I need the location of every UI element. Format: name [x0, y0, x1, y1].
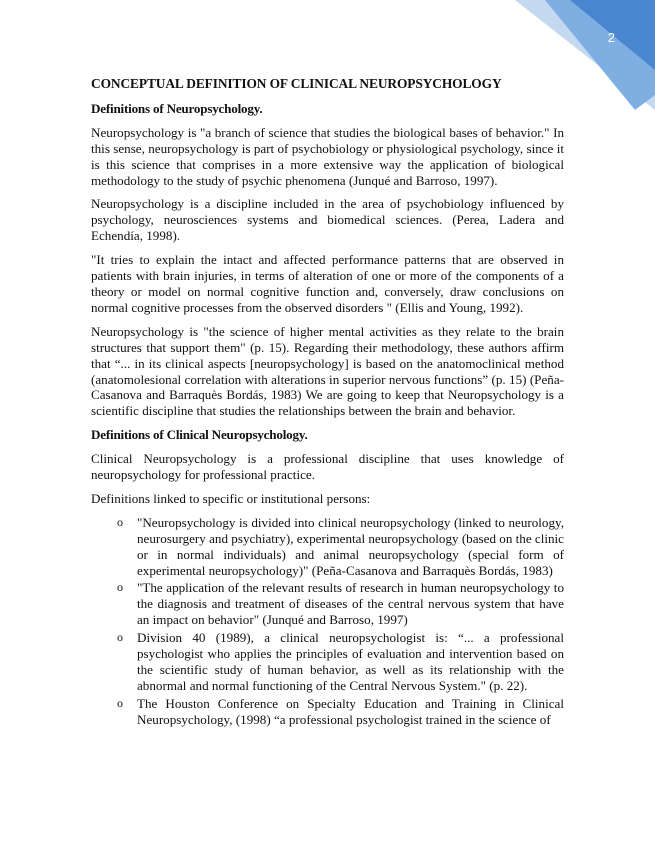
section-heading-neuropsychology: Definitions of Neuropsychology.	[91, 100, 263, 116]
paragraph: Neuropsychology is a discipline included in the area of psychobiology influenced by psychology, neurosciences systems and biomedical sciences. (Perea, Ladera and Echendía, 1998).	[91, 196, 564, 244]
list-item-text: The Houston Conference on Specialty Education and Training in Clinical Neuropsychology, (1998) “a professional psychologist trained in the science of	[137, 695, 564, 727]
list-item-text: Division 40 (1989), a clinical neuropsychologist is: “... a professional psychologist who applies the principles of evaluation and intervention based on the scientific study of human behavior, as well as its relationship with the abnormal and normal functioning of the Central Nervous System." (p. 22).	[137, 630, 564, 693]
paragraph: Neuropsychology is "the science of higher mental activities as they relate to the brain structures that support them" (p. 15). Regarding their methodology, these authors affirm that “... in its clinical aspects [neuropsychology] is based on the anatomoclinical method (anatomolesional correlation with alterations in superior nervous functions” (p. 15) (Peña-Casanova and Barraquès Bordás, 1983) We are going to keep that Neuropsychology is a scientific discipline that studies the relationships between the brain and behavior.	[91, 323, 564, 419]
bullet-icon: o	[117, 580, 123, 595]
section-heading-clinical-neuropsychology: Definitions of Clinical Neuropsychology.	[91, 427, 308, 443]
list-item-text: "The application of the relevant results of research in human neuropsychology to the diagnosis and treatment of diseases of the central nervous system that have an impact on behavior" (Junqué and Barroso, 1997)	[137, 580, 564, 628]
list-item	[117, 695, 564, 728]
paragraph: "It tries to explain the intact and affected performance patterns that are observed in patients with brain injuries, in terms of alteration of one or more of the components of a theory or model on normal cognitive function and, conversely, draw conclusions on normal cognitive processes from the observed disorders " (Ellis and Young, 1992).	[91, 252, 564, 315]
document-body	[91, 76, 564, 730]
page-number: 2	[607, 30, 615, 45]
list-item	[117, 514, 564, 579]
bullet-icon: o	[117, 630, 123, 645]
paragraph: Clinical Neuropsychology is a professional discipline that uses knowledge of neuropsychology for professional practice.	[91, 451, 564, 483]
list-item	[117, 630, 564, 694]
paragraph: Definitions linked to specific or institutional persons:	[91, 490, 371, 506]
list-item-text: "Neuropsychology is divided into clinical neuropsychology (linked to neurology, neurosurgery and psychiatry), experimental neuropsychology (based on the clinic or in normal individuals) and animal neuropsychology (special form of experimental neuropsychology)" (Peña-Casanova and Barraquès Bordás, 1983)	[137, 514, 564, 578]
list-item	[117, 580, 564, 628]
bullet-icon: o	[117, 514, 123, 529]
definitions-list	[91, 515, 564, 728]
bullet-icon: o	[117, 695, 123, 710]
page-title: CONCEPTUAL DEFINITION OF CLINICAL NEUROPSYCHOLOGY	[91, 76, 502, 91]
paragraph: Neuropsychology is "a branch of science that studies the biological bases of behavior." In this sense, neuropsychology is part of psychobiology or physiological psychology, since it is this science that comprises in a more extensive way the application of biological methodology to the study of psychic phenomena (Junqué and Barroso, 1997).	[91, 124, 564, 188]
